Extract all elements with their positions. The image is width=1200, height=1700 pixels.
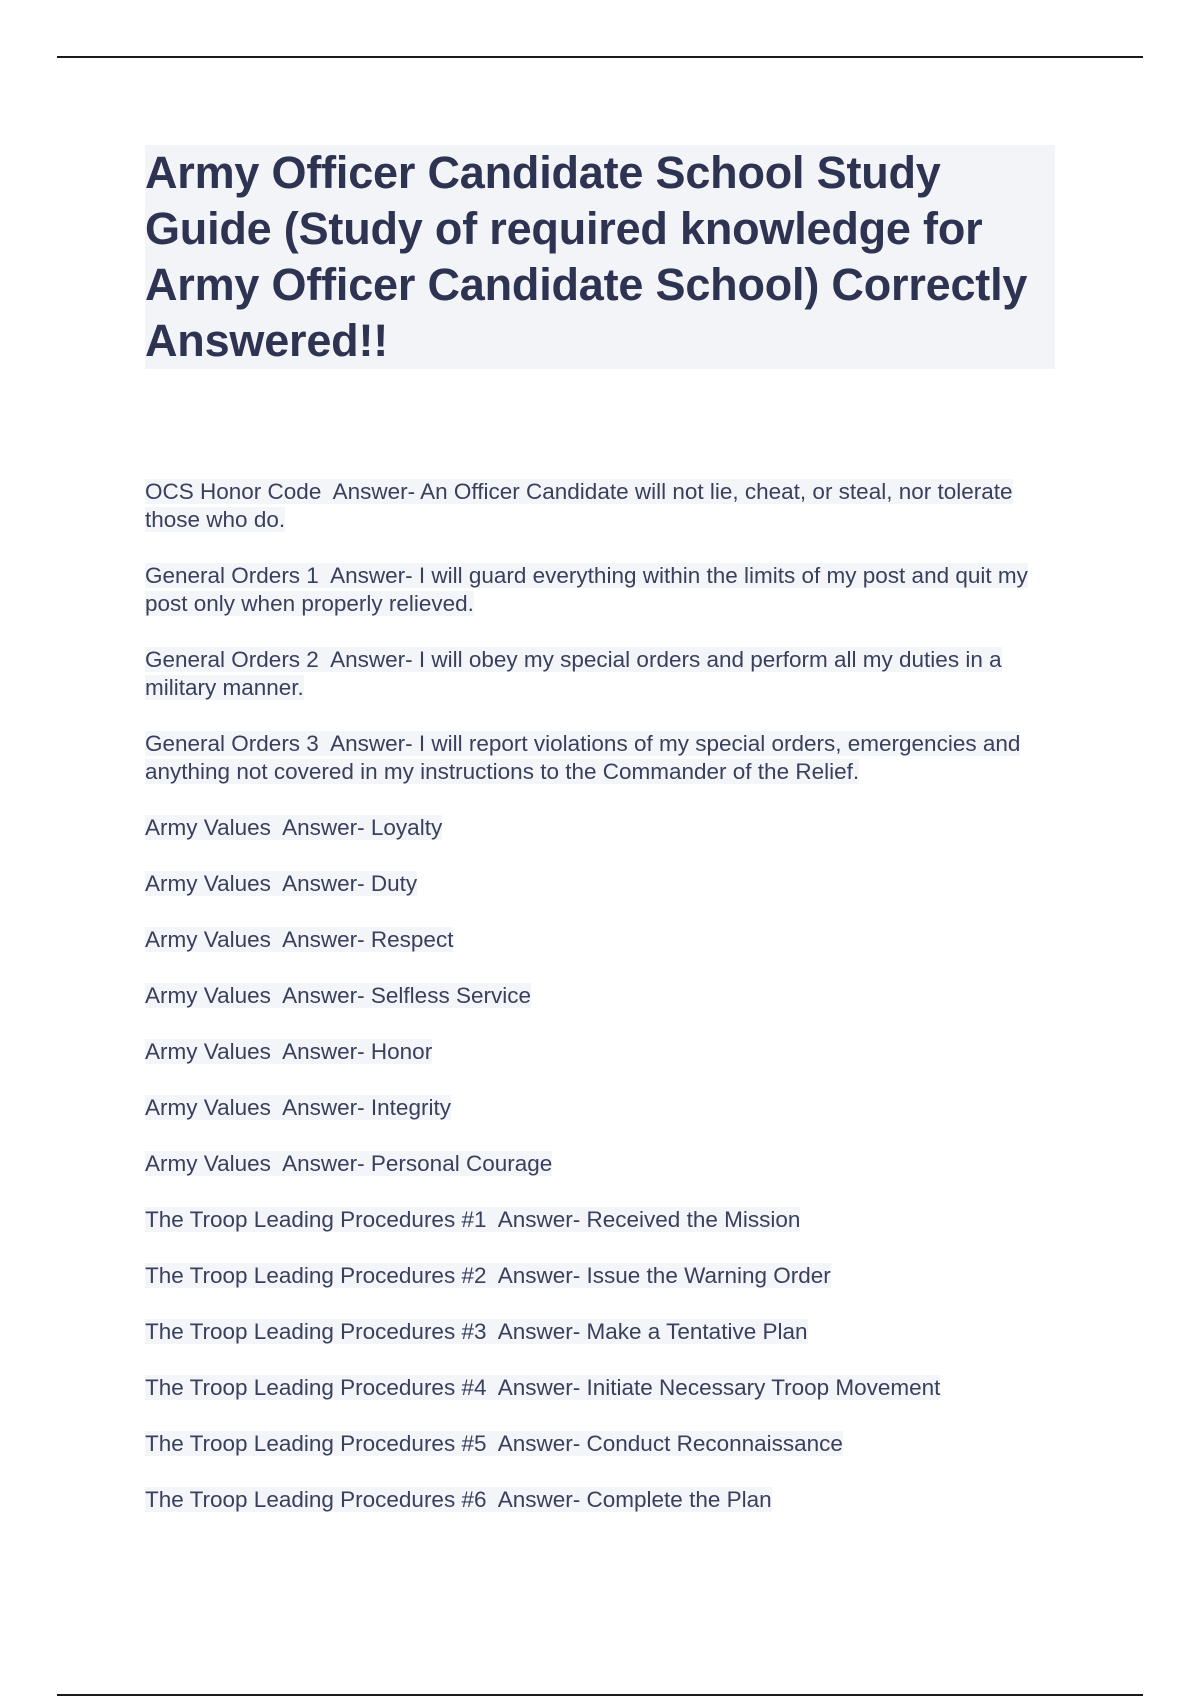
qa-term: General Orders 3 <box>145 731 319 756</box>
qa-term: The Troop Leading Procedures #1 <box>145 1207 487 1232</box>
qa-item <box>145 646 1065 702</box>
qa-term: Army Values <box>145 1039 271 1064</box>
qa-answer: Answer- Received the Mission <box>497 1207 801 1232</box>
qa-item <box>145 982 1065 1010</box>
qa-item <box>145 1206 1065 1234</box>
qa-item <box>145 870 1065 898</box>
qa-item <box>145 1038 1065 1066</box>
qa-item <box>145 1430 1065 1458</box>
qa-answer: Answer- Complete the Plan <box>497 1487 772 1512</box>
qa-answer: Answer- Duty <box>282 871 418 896</box>
qa-term: OCS Honor Code <box>145 479 322 504</box>
qa-list <box>145 478 1065 1542</box>
qa-answer: Answer- Personal Courage <box>282 1151 553 1176</box>
qa-term: The Troop Leading Procedures #5 <box>145 1431 487 1456</box>
qa-answer: Answer- I will report violations of my special orders, emergencies and anything not covered in my instructions to the Commander of the Relief. <box>145 731 1021 784</box>
qa-answer: Answer- Make a Tentative Plan <box>497 1319 808 1344</box>
qa-term: General Orders 2 <box>145 647 319 672</box>
qa-term: The Troop Leading Procedures #6 <box>145 1487 487 1512</box>
qa-term: Army Values <box>145 815 271 840</box>
qa-answer: Answer- I will obey my special orders and perform all my duties in a military manner. <box>145 647 1002 700</box>
qa-answer: Answer- Loyalty <box>282 815 443 840</box>
qa-item <box>145 1094 1065 1122</box>
qa-item <box>145 1318 1065 1346</box>
bottom-rule <box>57 1694 1143 1696</box>
qa-item <box>145 1486 1065 1514</box>
qa-answer: Answer- Honor <box>282 1039 433 1064</box>
qa-term: Army Values <box>145 871 271 896</box>
qa-answer: Answer- I will guard everything within the limits of my post and quit my post only when properly relieved. <box>145 563 1028 616</box>
top-rule <box>57 56 1143 58</box>
qa-term: Army Values <box>145 1095 271 1120</box>
qa-item <box>145 562 1065 618</box>
qa-item <box>145 478 1065 534</box>
document-title: Army Officer Candidate School Study Guide (Study of required knowledge for Army Officer Candidate School) Correctly Answered!! <box>145 147 1028 366</box>
qa-item <box>145 1150 1065 1178</box>
qa-item <box>145 1374 1065 1402</box>
qa-answer: Answer- Respect <box>282 927 454 952</box>
qa-term: General Orders 1 <box>145 563 319 588</box>
qa-item <box>145 1262 1065 1290</box>
qa-answer: Answer- Conduct Reconnaissance <box>497 1431 843 1456</box>
qa-answer: Answer- An Officer Candidate will not lie, cheat, or steal, nor tolerate those who do. <box>145 479 1013 532</box>
qa-answer: Answer- Initiate Necessary Troop Movement <box>497 1375 941 1400</box>
qa-item <box>145 926 1065 954</box>
qa-item <box>145 814 1065 842</box>
qa-term: Army Values <box>145 927 271 952</box>
qa-answer: Answer- Selfless Service <box>282 983 531 1008</box>
title-block <box>145 145 1055 369</box>
qa-term: The Troop Leading Procedures #4 <box>145 1375 487 1400</box>
qa-term: Army Values <box>145 1151 271 1176</box>
qa-term: The Troop Leading Procedures #2 <box>145 1263 487 1288</box>
qa-term: The Troop Leading Procedures #3 <box>145 1319 487 1344</box>
qa-answer: Answer- Issue the Warning Order <box>497 1263 831 1288</box>
qa-answer: Answer- Integrity <box>282 1095 451 1120</box>
qa-term: Army Values <box>145 983 271 1008</box>
qa-item <box>145 730 1065 786</box>
